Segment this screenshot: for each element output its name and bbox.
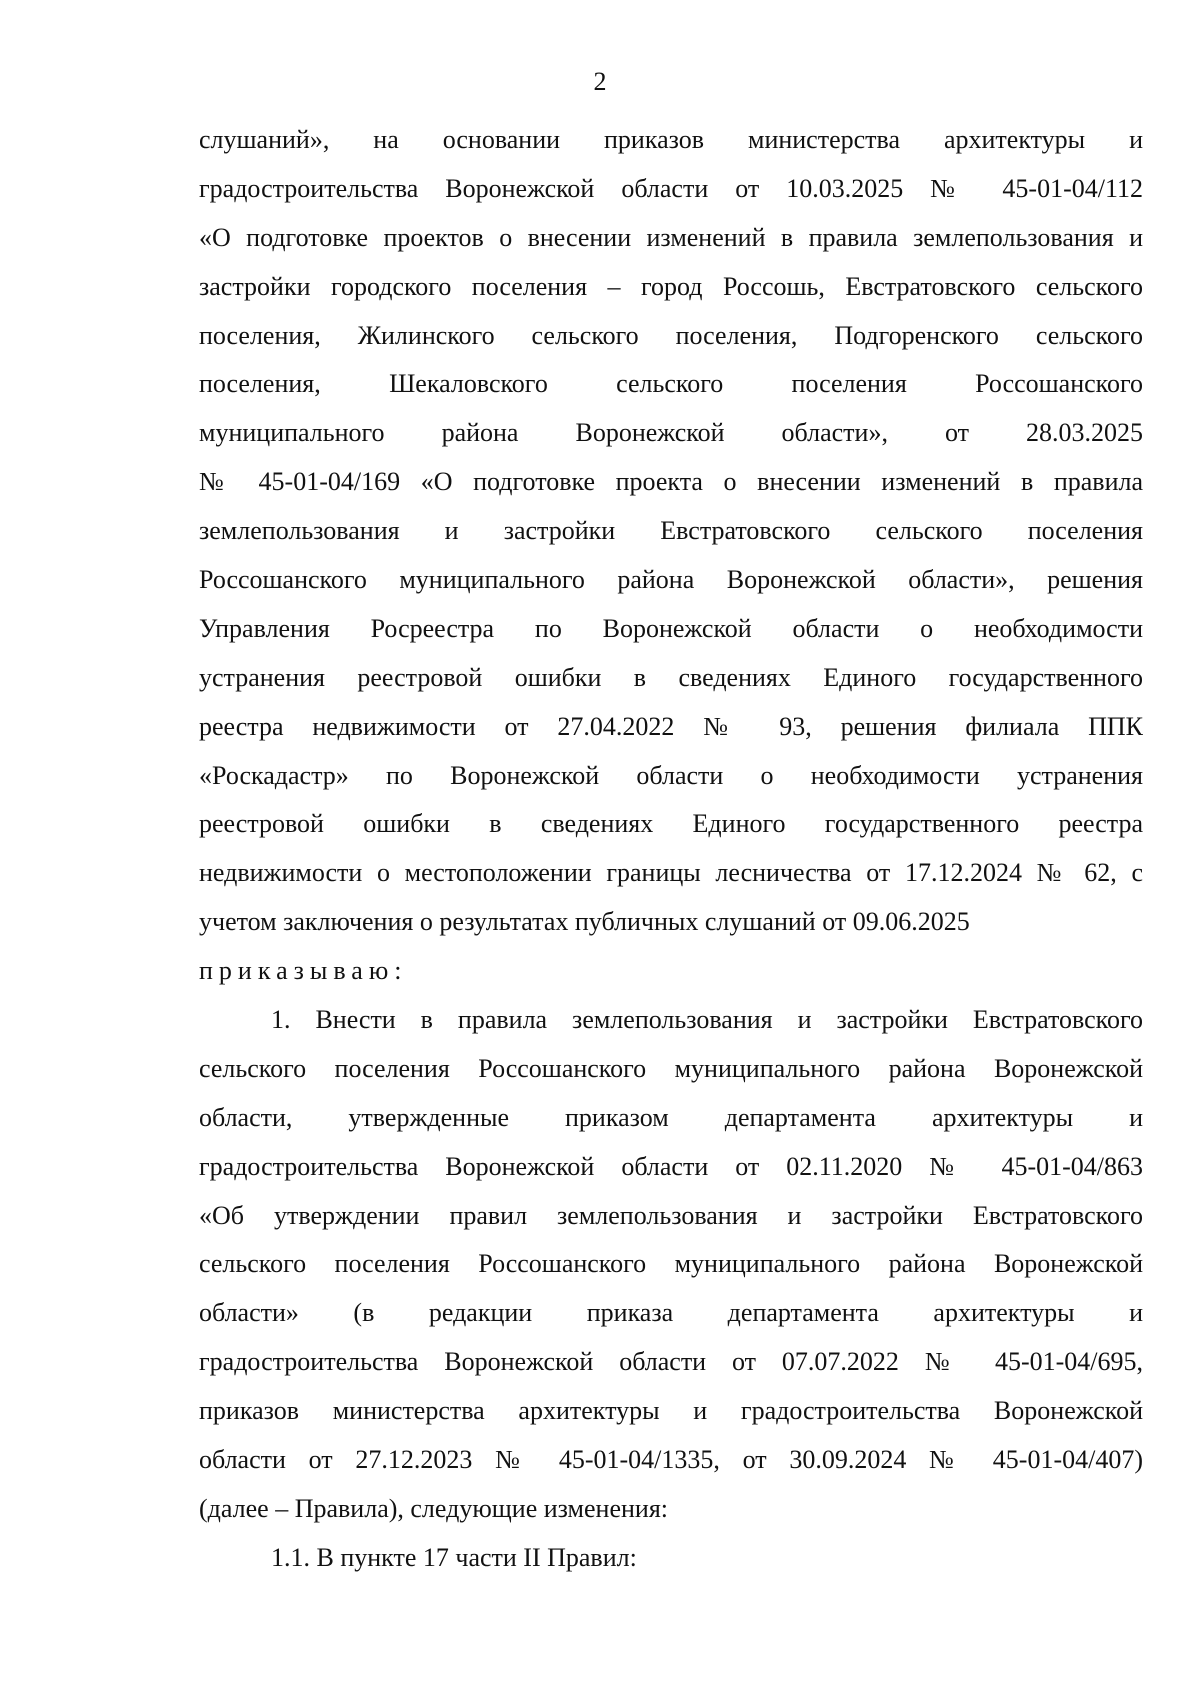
text-line: градостроительства Воронежской области от 07.07.2022 № 45-01-04/695, [199, 1347, 1143, 1377]
text-line: градостроительства Воронежской области от 10.03.2025 № 45-01-04/112 [199, 173, 1143, 203]
text-line: 1.1. В пункте 17 части II Правил: [271, 1542, 637, 1572]
text-line: поселения, Жилинского сельского поселения, Подгоренского сельского [199, 320, 1143, 350]
text-line: сельского поселения Россошанского муниципального района Воронежской [199, 1249, 1143, 1279]
text-line: «Об утверждении правил землепользования и застройки Евстратовского [199, 1200, 1143, 1230]
text-line: области от 27.12.2023 № 45-01-04/1335, от 30.09.2024 № 45-01-04/407) [199, 1445, 1143, 1475]
text-line: 1. Внести в правила землепользования и застройки Евстратовского [271, 1005, 1143, 1035]
text-line: учетом заключения о результатах публичных слушаний от 09.06.2025 [199, 907, 970, 937]
text-line: реестра недвижимости от 27.04.2022 № 93, решения филиала ППК [199, 711, 1143, 741]
text-line: землепользования и застройки Евстратовского сельского поселения [199, 516, 1143, 546]
text-line: области» (в редакции приказа департамента архитектуры и [199, 1298, 1143, 1328]
document-body [199, 124, 1143, 1591]
text-line: реестровой ошибки в сведениях Единого государственного реестра [199, 809, 1143, 839]
text-line: приказов министерства архитектуры и градостроительства Воронежской [199, 1396, 1143, 1426]
text-line: недвижимости о местоположении границы лесничества от 17.12.2024 № 62, с [199, 858, 1143, 888]
text-line: градостроительства Воронежской области от 02.11.2020 № 45-01-04/863 [199, 1151, 1143, 1181]
page-number: 2 [593, 67, 607, 96]
text-line: поселения, Шекаловского сельского поселения Россошанского [199, 369, 1143, 399]
text-line: области, утвержденные приказом департамента архитектуры и [199, 1102, 1143, 1132]
text-line: «О подготовке проектов о внесении изменений в правила землепользования и [199, 222, 1143, 252]
text-line: муниципального района Воронежской области», от 28.03.2025 [199, 418, 1143, 448]
text-line: Россошанского муниципального района Воронежской области», решения [199, 565, 1143, 595]
text-line: № 45-01-04/169 «О подготовке проекта о внесении изменений в правила [199, 467, 1143, 497]
text-line: «Роскадастр» по Воронежской области о необходимости устранения [199, 760, 1143, 790]
text-line: сельского поселения Россошанского муниципального района Воронежской [199, 1053, 1143, 1083]
text-line: застройки городского поселения – город Россошь, Евстратовского сельского [199, 271, 1143, 301]
text-line: (далее – Правила), следующие изменения: [199, 1493, 669, 1523]
order-verb: приказываю: [199, 956, 408, 986]
text-line: слушаний», на основании приказов министерства архитектуры и [199, 125, 1143, 154]
text-line: Управления Росреестра по Воронежской области о необходимости [199, 613, 1143, 643]
text-line: устранения реестровой ошибки в сведениях Единого государственного [199, 662, 1143, 692]
